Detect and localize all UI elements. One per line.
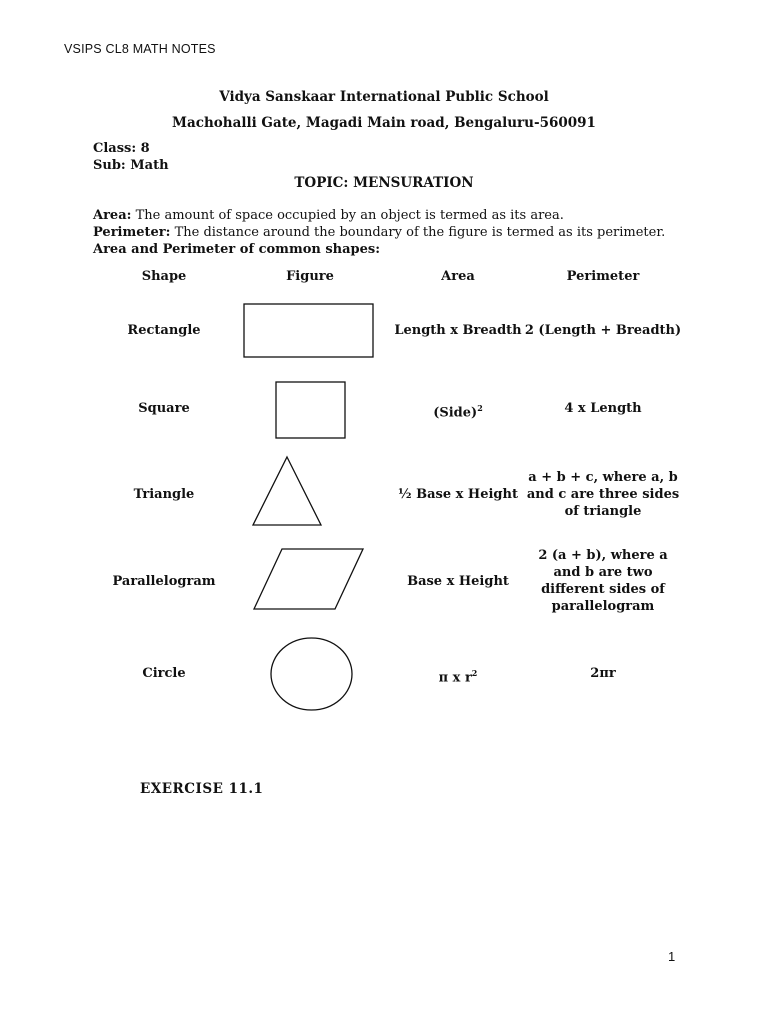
row-triangle-shape: Triangle [133,487,195,502]
circle-icon [269,636,354,712]
header-area: Area [441,269,475,284]
row-parallelogram-shape: Parallelogram [112,574,216,589]
row-square-perimeter: 4 x Length [564,401,642,416]
header-figure: Figure [286,269,334,284]
row-parallelogram-perimeter: 2 (a + b), where a and b are two different sides of parallelogram [538,548,668,614]
topic-heading: TOPIC: MENSURATION [294,175,474,191]
area-term: Area: [93,208,132,223]
square-icon [275,381,346,439]
header-perimeter: Perimeter [566,269,640,284]
header-shape: Shape [141,269,187,284]
rectangle-icon [243,303,374,358]
row-square-shape: Square [138,401,190,416]
row-rectangle-shape: Rectangle [127,323,201,338]
row-parallelogram-area: Base x Height [407,574,509,589]
perimeter-term: Perimeter: [93,225,171,240]
row-triangle-area: ½ Base x Height [398,487,518,502]
class-line: Class: 8 [93,141,150,156]
row-circle-area: π x $r^2$ [438,668,478,686]
exercise-heading: EXERCISE 11.1 [140,781,264,797]
row-triangle-perimeter: a + b + c, where a, b and c are three sides of triangle [526,470,680,519]
perimeter-text: The distance around the boundary of the figure is termed as its perimeter. [174,225,666,240]
row-circle-perimeter: 2πr [590,666,616,681]
perimeter-definition [93,225,665,240]
row-rectangle-perimeter: 2 (Length + Breadth) [524,323,682,338]
area-text: The amount of space occupied by an object is termed as its area. [135,208,564,223]
row-circle-shape: Circle [142,666,186,681]
table-heading: Area and Perimeter of common shapes: [93,242,381,257]
school-name: Vidya Sanskaar International Public School [219,89,549,105]
triangle-icon [250,455,324,528]
page-number: 1 [668,949,676,964]
school-address: Machohalli Gate, Magadi Main road, Bengaluru-560091 [172,115,596,131]
row-square-area: (Side)$^2$ [433,403,483,421]
parallelogram-icon [252,547,365,611]
area-definition [93,208,564,223]
subject-line: Sub: Math [93,158,169,173]
row-rectangle-area: Length x Breadth [394,323,522,338]
running-header: VSIPS CL8 MATH NOTES [64,42,216,56]
